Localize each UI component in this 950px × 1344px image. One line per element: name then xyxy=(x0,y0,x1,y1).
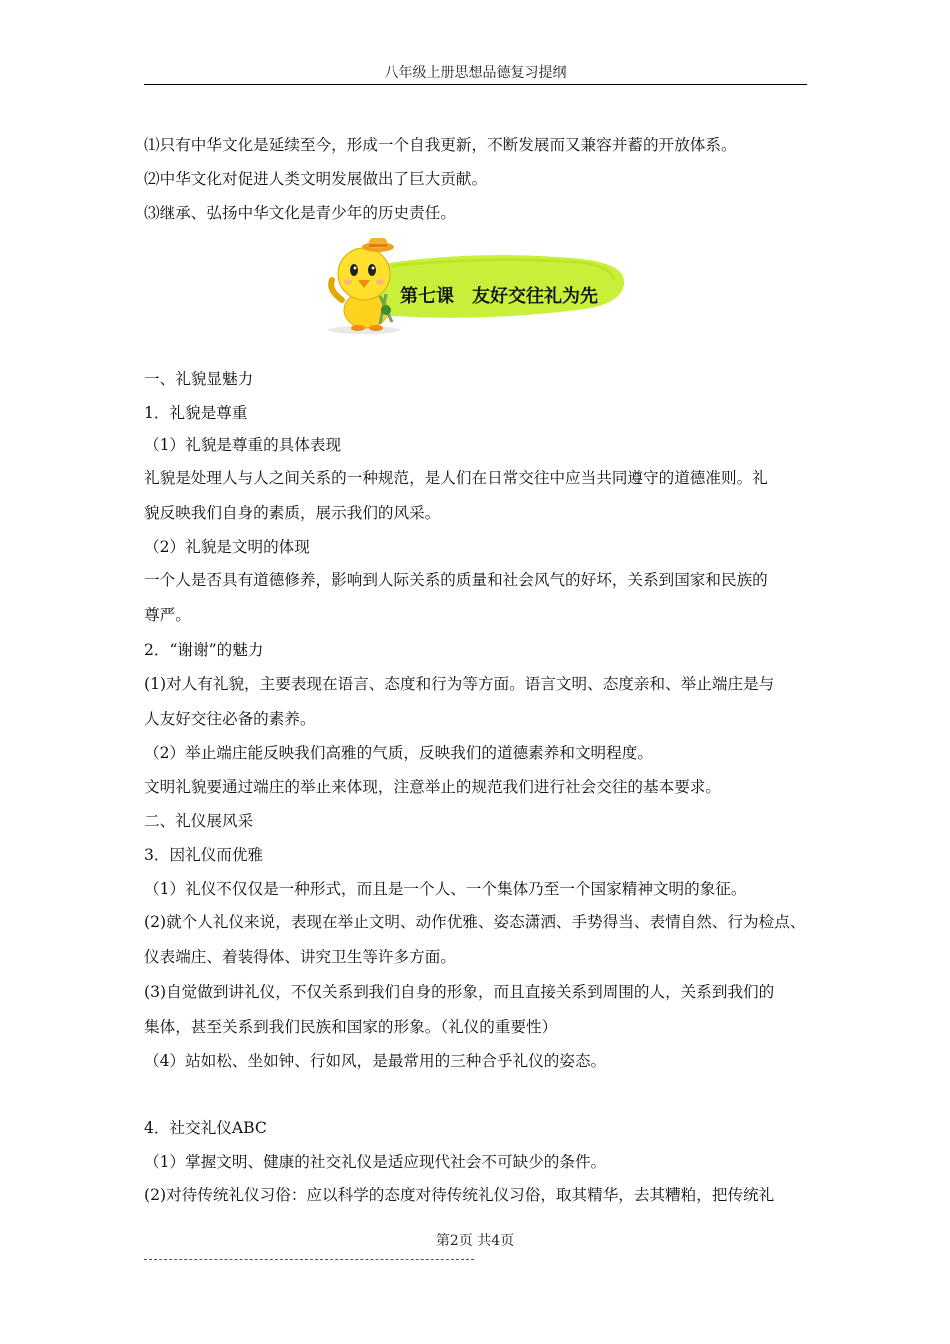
text-line-p1-body-1a: 礼貌是处理人与人之间关系的一种规范，是人们在日常交往中应当共同遵守的道德准则。礼 xyxy=(144,469,768,487)
text-line-p1-body-2a: 一个人是否具有道德修养，影响到人际关系的质量和社会风气的好坏，关系到国家和民族的 xyxy=(144,571,768,589)
page-number: 第2页 共4页 xyxy=(435,1233,515,1249)
text-line-p3-sub-2b: 仪表端庄、着装得体、讲究卫生等许多方面。 xyxy=(144,948,456,966)
footer-divider xyxy=(144,1259,474,1260)
header-title: 八年级上册思想品德复习提纲 xyxy=(384,65,567,81)
text-line-p3-sub-3a: (3)自觉做到讲礼仪，不仅关系到我们自身的形象，而且直接关系到周围的人，关系到我们的 xyxy=(144,983,775,1001)
lesson-banner xyxy=(322,236,632,336)
banner-graphic xyxy=(322,236,632,336)
text-line-p3-sub-4: （4）站如松、坐如钟、行如风，是最常用的三种合乎礼仪的姿态。 xyxy=(144,1052,607,1070)
text-line-p2-sub-1b: 人友好交往必备的素养。 xyxy=(144,710,316,728)
text-line-point-4: 4．社交礼仪ABC xyxy=(144,1119,267,1137)
text-line-intro-3: ⑶继承、弘扬中华文化是青少年的历史责任。 xyxy=(144,204,456,222)
text-line-intro-2: ⑵中华文化对促进人类文明发展做出了巨大贡献。 xyxy=(144,170,488,188)
banner-title: 第七课 友好交往礼为先 xyxy=(400,286,598,307)
text-line-p2-sub-1a: (1)对人有礼貌，主要表现在语言、态度和行为等方面。语言文明、态度亲和、举止端庄是与 xyxy=(144,675,775,693)
text-line-p1-body-1b: 貌反映我们自身的素质，展示我们的风采。 xyxy=(144,504,441,522)
text-line-p3-sub-1: （1）礼仪不仅仅是一种形式，而且是一个人、一个集体乃至一个国家精神文明的象征。 xyxy=(144,880,747,898)
text-line-p1-body-2b: 尊严。 xyxy=(144,606,191,624)
text-line-p4-sub-1: （1）掌握文明、健康的社交礼仪是适应现代社会不可缺少的条件。 xyxy=(144,1153,607,1171)
page-header xyxy=(144,62,807,85)
text-line-intro-1: ⑴只有中华文化是延续至今，形成一个自我更新，不断发展而又兼容并蓄的开放体系。 xyxy=(144,136,737,154)
text-line-p2-body: 文明礼貌要通过端庄的举止来体现，注意举止的规范我们进行社会交往的基本要求。 xyxy=(144,778,721,796)
text-line-p3-sub-3b: 集体，甚至关系到我们民族和国家的形象。（礼仪的重要性） xyxy=(144,1018,558,1036)
page-footer xyxy=(0,1231,950,1251)
text-line-p2-sub-2: （2）举止端庄能反映我们高雅的气质，反映我们的道德素养和文明程度。 xyxy=(144,744,653,762)
text-line-point-3: 3．因礼仪而优雅 xyxy=(144,846,264,864)
text-line-p1-sub-1: （1）礼貌是尊重的具体表现 xyxy=(144,436,342,454)
text-line-p3-sub-2a: (2)就个人礼仪来说，表现在举止文明、动作优雅、姿态潇洒、手势得当、表情自然、行为检点、 xyxy=(144,913,806,931)
text-line-section-2: 二、礼仪展风采 xyxy=(144,812,254,830)
text-line-point-1: 1．礼貌是尊重 xyxy=(144,404,248,422)
text-line-p1-sub-2: （2）礼貌是文明的体现 xyxy=(144,538,310,556)
text-line-p4-sub-2: (2)对待传统礼仪习俗：应以科学的态度对待传统礼仪习俗，取其精华，去其糟粕，把传统礼 xyxy=(144,1186,775,1204)
text-line-section-1: 一、礼貌显魅力 xyxy=(144,370,254,388)
text-line-point-2: 2．“谢谢”的魅力 xyxy=(144,641,264,659)
